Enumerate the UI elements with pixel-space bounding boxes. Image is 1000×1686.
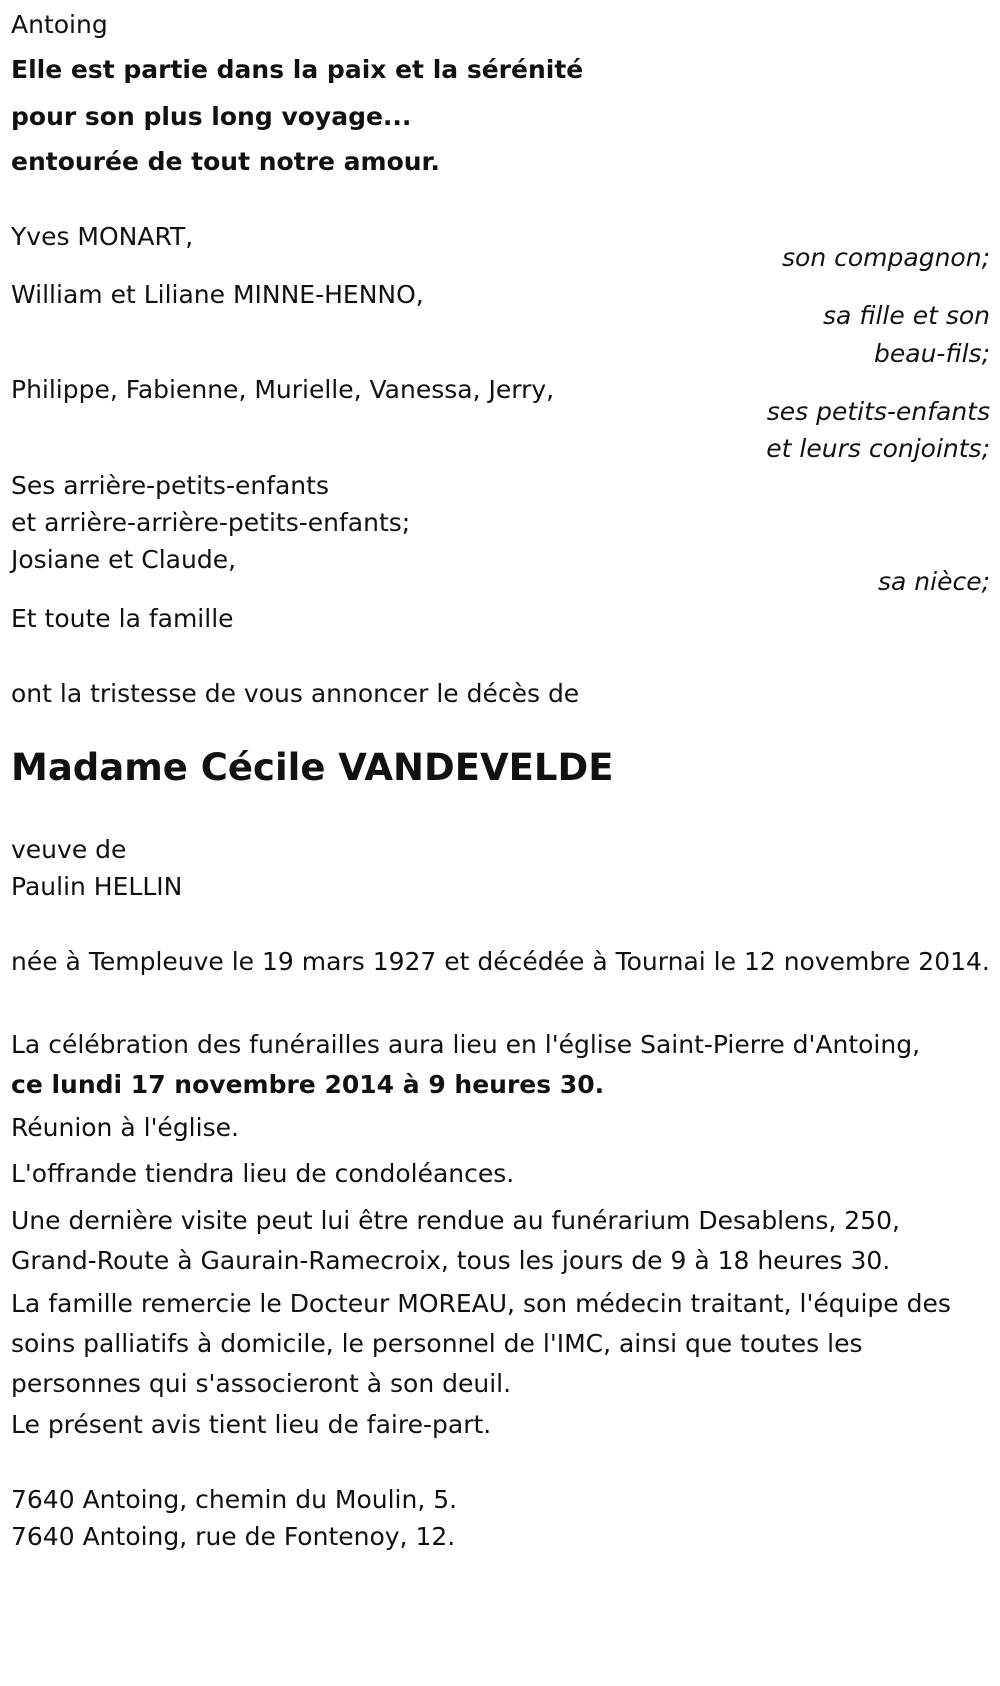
ceremony-date: ce lundi 17 novembre 2014 à 9 heures 30. bbox=[11, 1070, 605, 1099]
family-great-1: Ses arrière-petits-enfants bbox=[11, 471, 329, 500]
address-2: 7640 Antoing, rue de Fontenoy, 12. bbox=[11, 1522, 456, 1551]
widow-of-name: Paulin HELLIN bbox=[11, 872, 183, 901]
visit-text: Une dernière visite peut lui être rendue au funérarium Desablens, 250, Grand-Route à Gaurain-Ramecroix, tous les jours de 9 à 18 heures 30. bbox=[11, 1206, 900, 1275]
family-grandchildren-role-2: et leurs conjoints; bbox=[766, 434, 990, 463]
ceremony-place: La célébration des funérailles aura lieu en l'église Saint-Pierre d'Antoing, bbox=[11, 1030, 921, 1059]
meeting-text: Réunion à l'église. bbox=[11, 1113, 239, 1142]
family-grandchildren: Philippe, Fabienne, Murielle, Vanessa, Jerry, bbox=[11, 375, 555, 404]
offering-text: L'offrande tiendra lieu de condoléances. bbox=[11, 1159, 515, 1188]
thanks-text: La famille remercie le Docteur MOREAU, son médecin traitant, l'équipe des soins palliatifs à domicile, le personnel de l'IMC, ainsi que toutes les personnes qui s'associeront à son deuil. bbox=[11, 1289, 951, 1398]
family-josiane-role: sa nièce; bbox=[877, 567, 990, 596]
deceased-name: Madame Cécile VANDEVELDE bbox=[11, 746, 614, 789]
notice-text: Le présent avis tient lieu de faire-part. bbox=[11, 1410, 492, 1439]
family-william-role-2: beau-fils; bbox=[874, 339, 990, 368]
family-grandchildren-role-1: ses petits-enfants bbox=[766, 397, 990, 426]
family-josiane: Josiane et Claude, bbox=[11, 545, 237, 574]
family-william-role-1: sa fille et son bbox=[823, 301, 990, 330]
city-heading: Antoing bbox=[11, 10, 108, 39]
family-william: William et Liliane MINNE-HENNO, bbox=[11, 280, 424, 309]
intro-line-3: entourée de tout notre amour. bbox=[11, 147, 440, 176]
family-yves: Yves MONART, bbox=[11, 222, 194, 251]
intro-line-2: pour son plus long voyage... bbox=[11, 102, 412, 131]
address-1: 7640 Antoing, chemin du Moulin, 5. bbox=[11, 1485, 458, 1514]
family-all: Et toute la famille bbox=[11, 604, 234, 633]
intro-line-1: Elle est partie dans la paix et la sérénité bbox=[11, 55, 584, 84]
ceremony-text bbox=[11, 1025, 991, 1105]
widow-of-label: veuve de bbox=[11, 835, 127, 864]
birth-death-text: née à Templeuve le 19 mars 1927 et décédée à Tournai le 12 novembre 2014. bbox=[11, 947, 990, 976]
family-great-2: et arrière-arrière-petits-enfants; bbox=[11, 508, 411, 537]
announce-text: ont la tristesse de vous annoncer le décès de bbox=[11, 679, 580, 708]
family-yves-role: son compagnon; bbox=[782, 243, 990, 272]
